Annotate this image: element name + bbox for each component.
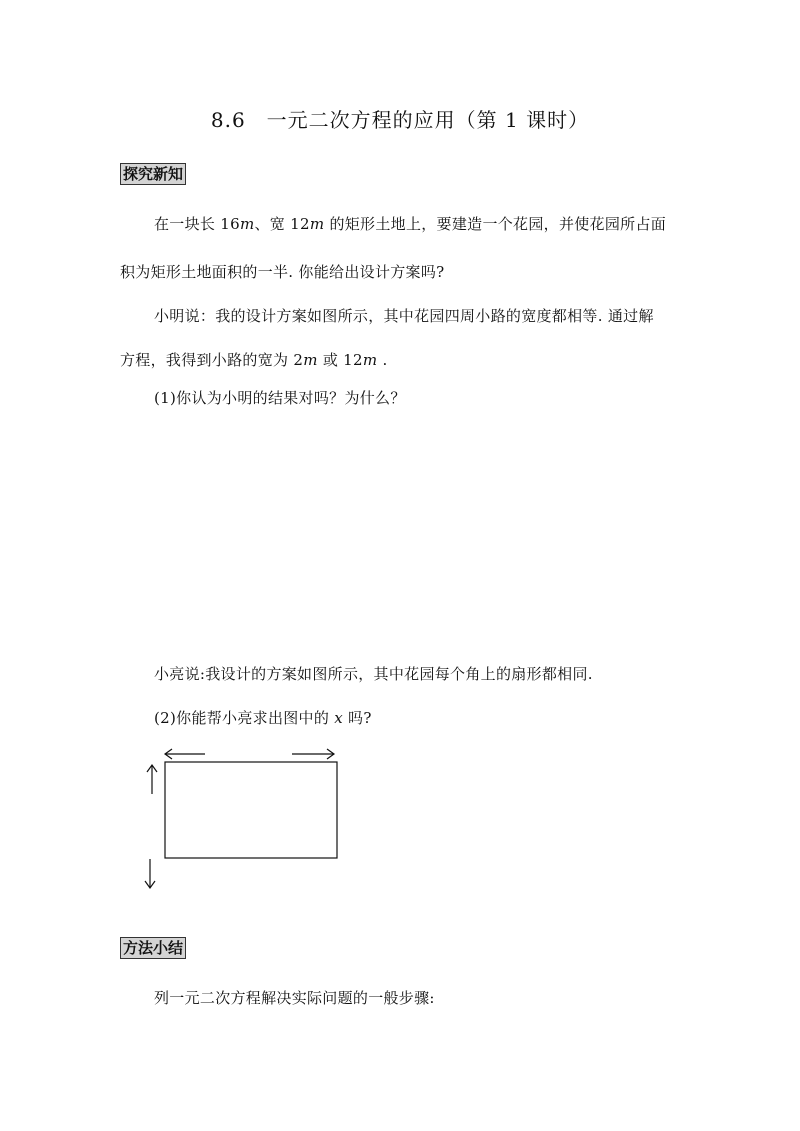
text-segment: 的矩形土地上，要建造一个花园，并使花园所占面 bbox=[324, 215, 667, 233]
text-segment: (2)你能帮小亮求出图中的 bbox=[154, 709, 335, 727]
text-segment: 、宽 12 bbox=[254, 215, 310, 233]
paragraph-problem-line2: 积为矩形土地面积的一半. 你能给出设计方案吗? bbox=[120, 263, 445, 281]
unit-m: m bbox=[303, 351, 318, 369]
text-segment: 方程，我得到小路的宽为 2 bbox=[120, 351, 304, 369]
section-tag-method-summary: 方法小结 bbox=[120, 937, 186, 959]
arrow-left-icon bbox=[165, 749, 205, 759]
text-segment: . bbox=[377, 351, 388, 369]
section-tag-explore: 探究新知 bbox=[120, 163, 186, 185]
arrow-right-icon bbox=[292, 749, 334, 759]
unit-m: m bbox=[309, 215, 325, 233]
variable-x: x bbox=[334, 709, 343, 727]
question-1: (1)你认为小明的结果对吗？为什么？ bbox=[154, 389, 406, 407]
unit-m: m bbox=[239, 215, 255, 233]
page-title: 8.6 一元二次方程的应用（第 1 课时） bbox=[210, 108, 590, 132]
unit-m: m bbox=[362, 351, 378, 369]
paragraph-xiaoming-line1: 小明说：我的设计方案如图所示，其中花园四周小路的宽度都相等. 通过解 bbox=[154, 307, 654, 325]
paragraph-xiaoliang: 小亮说:我设计的方案如图所示，其中花园每个角上的扇形都相同. bbox=[154, 665, 593, 683]
garden-rectangle bbox=[165, 762, 337, 858]
text-segment: 或 12 bbox=[317, 351, 363, 369]
arrow-up-icon bbox=[147, 765, 157, 794]
paragraph-general-steps: 列一元二次方程解决实际问题的一般步骤: bbox=[154, 989, 435, 1007]
arrow-down-icon bbox=[145, 859, 155, 888]
text-segment: 吗? bbox=[342, 709, 372, 727]
text-segment: 在一块长 16 bbox=[154, 215, 240, 233]
